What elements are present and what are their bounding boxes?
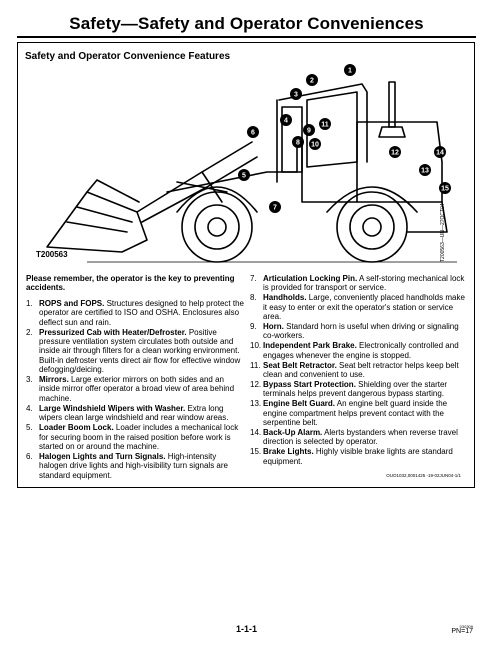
item-text: Large Windshield Wipers with Washer. Extra long wipers clean large windshield and rear window areas. xyxy=(39,403,229,423)
item-title: Independent Park Brake. xyxy=(263,341,357,351)
left-column xyxy=(26,274,244,481)
list-item xyxy=(250,380,466,399)
item-title: Handholds. xyxy=(263,293,307,303)
callout-label-14: 14 xyxy=(436,149,444,157)
item-title: Mirrors. xyxy=(39,375,69,385)
item-number: 14. xyxy=(250,428,262,437)
right-column xyxy=(250,274,466,467)
document-code: OUO1032,0001425 -19-02JUN04-1/1 xyxy=(386,473,461,478)
list-item xyxy=(250,322,466,341)
item-title: ROPS and FOPS. xyxy=(39,298,105,308)
feature-list-left xyxy=(26,299,244,480)
list-item xyxy=(250,399,466,427)
callout-label-9: 9 xyxy=(307,127,311,135)
callout-label-1: 1 xyxy=(348,67,352,75)
item-text: Loader Boom Lock. Loader includes a mechanical lock for securing boom in the raised position before work is started on or around the machine. xyxy=(39,423,239,451)
item-title: Loader Boom Lock. xyxy=(39,423,114,433)
callout-label-15: 15 xyxy=(441,185,449,193)
item-number: 1. xyxy=(26,298,33,308)
callout-label-4: 4 xyxy=(284,117,288,125)
item-number: 13. xyxy=(250,399,262,409)
item-number: 5. xyxy=(26,423,33,433)
item-title: Large Windshield Wipers with Washer. xyxy=(39,403,186,413)
item-title: Articulation Locking Pin. xyxy=(263,274,358,283)
item-title: Bypass Start Protection. xyxy=(263,379,356,389)
item-title: Halogen Lights and Turn Signals. xyxy=(39,451,166,461)
item-number: 8. xyxy=(250,293,257,303)
callout-label-3: 3 xyxy=(294,91,298,99)
figure-id: T200563 xyxy=(36,250,68,259)
item-number: 2. xyxy=(26,327,33,337)
item-text: ROPS and FOPS. Structures designed to help protect the operator are certified to ISO and OSHA. Enclosures also deflect sun and rain. xyxy=(39,298,244,327)
pn-label: PN=17 xyxy=(451,628,473,635)
item-number: 4. xyxy=(26,403,33,413)
box-heading: Safety and Operator Convenience Features xyxy=(25,51,231,62)
page-title: Safety—Safety and Operator Conveniences xyxy=(69,14,424,33)
callout-label-5: 5 xyxy=(242,172,246,180)
feature-list-right xyxy=(250,274,466,466)
title-rule xyxy=(17,36,476,38)
callout-label-10: 10 xyxy=(311,141,319,149)
list-item xyxy=(26,423,244,451)
list-item xyxy=(250,447,466,466)
list-item xyxy=(26,375,244,403)
item-text: Bypass Start Protection. Shielding over the starter terminals helps prevent dangerous bypass starting. xyxy=(263,379,448,399)
item-title: Pressurized Cab with Heater/Defroster. xyxy=(39,327,187,337)
item-text: Independent Park Brake. Electronically controlled and engages whenever the engine is stopped. xyxy=(263,341,459,360)
list-item xyxy=(250,341,466,360)
loader-illustration xyxy=(27,62,467,270)
item-text: Brake Lights. Highly visible brake lights are standard equipment. xyxy=(263,447,453,466)
item-number: 12. xyxy=(250,379,262,389)
figure-side-code: T200563—UN—27OCT04 xyxy=(440,203,446,262)
item-number: 3. xyxy=(26,375,33,385)
item-text: Horn. Standard horn is useful when driving or signaling co-workers. xyxy=(263,322,459,341)
callout-label-11: 11 xyxy=(321,121,329,129)
list-item xyxy=(250,293,466,321)
list-item xyxy=(26,404,244,423)
item-number: 11. xyxy=(250,360,261,370)
item-text: Articulation Locking Pin. A self-storing mechanical lock is provided for transport or service. xyxy=(263,274,465,293)
footer-small-code: 030309 xyxy=(459,624,473,629)
list-item xyxy=(26,299,244,327)
intro-text: Please remember, the operator is the key to preventing accidents. xyxy=(26,274,235,293)
callout-label-6: 6 xyxy=(251,129,255,137)
item-text: Handholds. Large, conveniently placed handholds make it easy to enter or exit the operator's station or service area. xyxy=(263,293,465,322)
callout-label-7: 7 xyxy=(273,204,277,212)
loader-boom xyxy=(137,142,257,222)
item-number: 7. xyxy=(250,274,257,283)
item-number: 15. xyxy=(250,447,262,457)
item-number: 9. xyxy=(250,322,257,332)
item-title: Engine Belt Guard. xyxy=(263,399,336,409)
cab xyxy=(277,84,367,182)
item-text: Pressurized Cab with Heater/Defroster. Positive pressure ventilation system circulates both outside and inside air through filters for a clean working environment. Built-in defroster vents direct air flow for effective window defogging/deicing. xyxy=(39,327,241,375)
item-text: Engine Belt Guard. An engine belt guard inside the engine compartment helps prevent contact with the serpentine belt. xyxy=(263,399,448,428)
item-number: 10. xyxy=(250,341,262,351)
item-title: Seat Belt Retractor. xyxy=(263,360,337,370)
item-title: Horn. xyxy=(263,322,284,332)
list-item xyxy=(26,452,244,480)
list-item xyxy=(26,328,244,375)
item-text: Halogen Lights and Turn Signals. High-intensity halogen drive lights and high-visibility turn signals are standard equipment. xyxy=(39,451,228,480)
item-number: 6. xyxy=(26,451,33,461)
callout-label-2: 2 xyxy=(310,77,314,85)
item-text: Mirrors. Large exterior mirrors on both sides and an inside mirror offer operator a broad view of area behind machine. xyxy=(39,375,235,403)
item-text: Seat Belt Retractor. Seat belt retractor helps keep belt clean and convenient to use. xyxy=(263,360,459,380)
front-wheel xyxy=(182,192,252,262)
page-number: 1-1-1 xyxy=(235,624,257,634)
list-item xyxy=(250,428,466,447)
exhaust-stack xyxy=(389,82,395,127)
list-item xyxy=(250,274,466,293)
item-title: Brake Lights. xyxy=(263,447,314,457)
item-title: Back-Up Alarm. xyxy=(263,428,323,437)
callout-label-13: 13 xyxy=(421,167,429,175)
callout-label-8: 8 xyxy=(296,139,300,147)
list-item xyxy=(250,361,466,380)
callout-label-12: 12 xyxy=(391,149,399,157)
item-text: Back-Up Alarm. Alerts bystanders when reverse travel direction is selected by operator. xyxy=(263,428,458,447)
